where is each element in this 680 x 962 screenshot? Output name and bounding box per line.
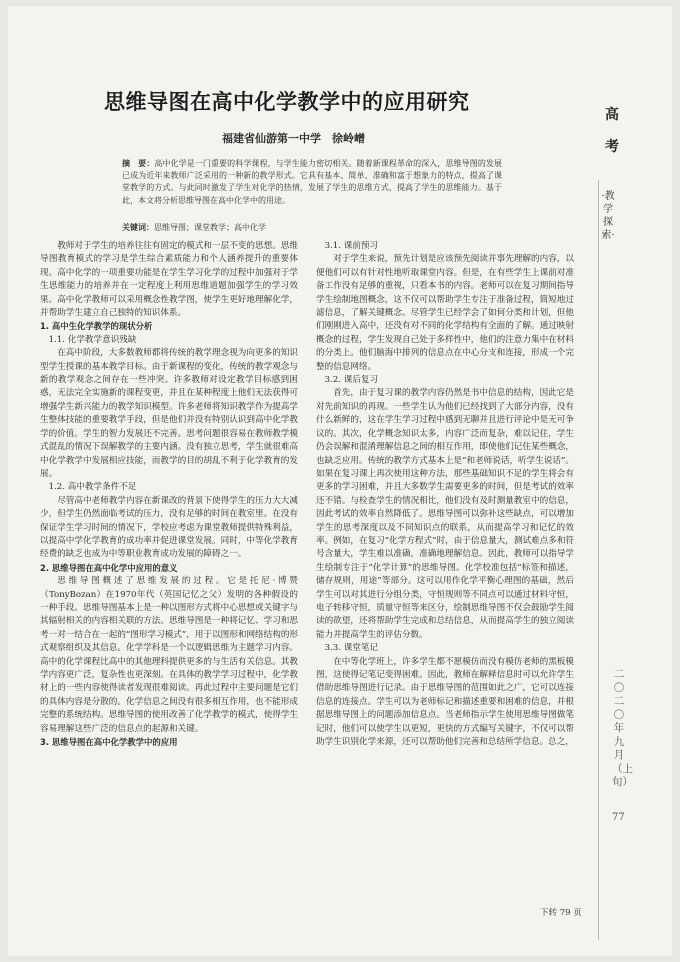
- section-heading: 3.3. 课堂笔记: [324, 643, 379, 654]
- body-paragraph: 对于学生来说，预先计划是应该预先阅读并事先理解的内容，以便他们可以有针对性地听取课堂内容。但是，在有些学生上课前对准备工作没有足够的重视，只看本书的内容。老师可以在复习期间指导学生绘制地图概念，这不仅可以帮助学生专注于准备过程，简短地过滤信息，了解关键概念。尽管学生已经学会了如何分类和计划，但他们刚刚进入高中，还没有对不同的化学结构有全面的了解。通过映射概念的过程，学生发现自己处于多样性中，他们的注意力集中在材料的分类上。他们脑海中排列的信息点在中心分支和连接，形成一个完整的信息网络。: [316, 254, 574, 372]
- side-divider: [598, 180, 599, 940]
- page-number: 77: [612, 812, 625, 823]
- section-heading: 3.2. 课后复习: [324, 375, 379, 386]
- section-heading: 2. 思维导图在高中化学中应用的意义: [40, 562, 178, 573]
- body-paragraph: 在中等化学班上，许多学生都不愿模仿而没有模仿老师的黑板模图，这使得记笔记变得困难。因此，教师在解释信息时可以允许学生借助思维导图进行记录。由于思维导图的范围如此之广，它可以连接信息的连接点。学生可以为老师标记和描述重要和困难的信息，并根据思维导图上的问题添加信息点。当老师指示学生使用思维导图做笔记时，他们可以使学生以更短，更快的方式编写关键字，不仅可以帮助学生识别化学来源，还可以帮助他们完善和总结所学信息。总之，: [316, 656, 574, 748]
- section-heading: 1. 高中生化学教学的现状分析: [40, 321, 153, 332]
- section-heading: 1.1. 化学教学意识残缺: [48, 334, 137, 345]
- left-column: [40, 240, 298, 749]
- body-paragraph: 教师对于学生的培养往往有固定的模式和一层不变的思想。思维导图教育模式的学习是学生综合素质能力和个人涵养提升的重要体现。高中化学的一项重要功能是在学生学习化学的过程中加强对于学生思维能力的培养并在一定程度上利用思维道题加强学生的学习效果。高中化学教师可以采用概念性教学图，使学生更好地理解化学，并帮助学生建立自己独特的知识体系。: [40, 241, 298, 319]
- side-issue-date: 二〇二〇年九月（上旬）: [612, 668, 633, 788]
- body-paragraph: 尽管高中老师教学内容在新课改的背景下使得学生的压力大大减少，但学生仍然面临考试的压力，没有足够的时间在教室里。在没有保证学生学习时间的情况下，学校应考虑为课堂教师提供特殊利益，以提高中学化学教育的成功率并促进课堂发展。同时，中等化学教育经费的缺乏也成为中等职业教育成功发展的障碍之一。: [40, 495, 298, 560]
- side-journal-name-2: 考: [605, 139, 619, 155]
- abstract-text: 高中化学是一门重要的科学课程，与学生能力密切相关。随着新课程革命的深入，思维导图的发展已成为近年来教师广泛采用的一种新的教学形式。它具有基本、简单、准确和富于想象力的特点，提高了课堂教学的方式。与此同时激发了学生对化学的热情，发展了学生的思维方式，提高了学生的思维能力。基于此，本文将分析思维导图在高中化学中的用途。: [122, 159, 503, 205]
- keywords-text: 思维导图；课堂教学；高中化学: [154, 223, 266, 232]
- keywords: [122, 222, 502, 233]
- body-paragraph: 首先，由于复习课的教学内容仍然是书中信息的结构，因此它是对先前知识的再现。一些学生认为他们已经找到了大部分内容，没有什么新鲜的，这在学生学习过程中感到无聊并且进行评论中是无可争议的。其次，化学概念知识太多，内容广泛而复杂，难以记住，学生仍会误解和混淆理解信息之间的相互作用，即使他们记住某些概念，也缺乏应用。传统的教学方式基本上是“和老师说话，听学生说话”。如果在复习课上再次使用这种方法，那些基础知识不足的学生将会有更多的学习困难，并且大多数学生需要更多的时间，但是考试的效率还不错。与检查学生的情况相比，他们没有及时测量教室中的信息，因此考试的效率自然降低了。思维导图可以弥补这些缺点，可以增加学生的思考深度以及不同知识点的联系，从而提高学习和记忆的效率。例如，在复习“化学方程式”时，由于信息量大，测试难点多和符号含量大，学生难以准确，准确地理解信息。因此，教师可以指导学生绘制专注于“化学计算”的思维导图。化学校准包括“标签和描述，储存规则，用途”等部分。这可以用作化学平衡心理图的基础，然后学生可以对其进行分组分类，守恒规则等不同点可以通过材料守恒，电子转移守恒，质量守恒等来区分，绘制思维导图不仅会鼓励学生阅读的欲望，还将帮助学生完成和总结信息，从而提高学生的独立阅读能力并提高学生的评估分数。: [316, 388, 575, 640]
- continued-note: 下转 79 页: [540, 908, 582, 918]
- right-column: [316, 240, 574, 749]
- section-heading: 1.2. 高中教学条件不足: [48, 482, 137, 493]
- abstract: [122, 158, 502, 207]
- abstract-label: 摘 要：: [122, 159, 155, 168]
- article-title: 思维导图在高中化学教学中的应用研究: [104, 90, 470, 114]
- author-line: 福建省仙游第一中学 徐岭嶒: [222, 132, 365, 145]
- side-column-name: ·教学探索·: [601, 191, 615, 241]
- section-heading: 3.1. 课前预习: [324, 241, 379, 251]
- section-heading: 3. 思维导图在高中化学教学中的应用: [40, 737, 178, 748]
- keywords-label: 关键词：: [122, 223, 154, 232]
- side-journal-name-1: 高: [605, 107, 619, 123]
- body-paragraph: 思维导图概述了思维发展的过程。它是托尼·博赞（TonyBozan）在1970年代（英国记忆之父）发明的各种假设的一种手段。思维导图基本上是一种以图形方式将中心思想或关键字与其辐射相关的内容相关联的方法。思维导图是一种将记忆、学习和思考一对一结合在一起的“图形学习模式”，用于以图形和网络结构的形式观察组织及其信息。化学学科是一个以逻辑思维为主题学习内容。高中的化学课程比高中的其他理科提供更多的与生活有关信息。其教学内容更广泛，复杂性也更深刻。在具体的教学学习过程中，化学教材上的一些内容使得读者发现很难阅读。再此过程中主要问题是它们的具体内容是分散的。化学信息之间没有很多相互作用，也不能形成完整的系统结构。思维导图的使用改善了化学教学的模式，使得学生容易理解这些广泛的信息点的起源和关键。: [40, 576, 299, 734]
- body-paragraph: 在高中阶段，大多数教师都将传统的教学理念视为向更多的知识型学生授课的基本教学目标。由于新课程的变化，传统的教学观念与新的教学观念之间存在一些冲突。许多教师对设定教学目标感到困惑，无法完全实施新的课程变更，并且在某种程度上他们无法获得可增强学生新兴能力的教学知识模型。许多老师将知识教学作为提高学生整体技能的重要教学手段，但是他们并没有特别认识到高中化学教学的价值。学生的智力发展还不完善。思考问题很容易在教师教学模式混乱的情况下误解教学的主要内涵。没有独立思考，学生就很难高中化学教学中发展相应技能，而教学的目的胡乱不利于化学教育的发展。: [40, 348, 298, 479]
